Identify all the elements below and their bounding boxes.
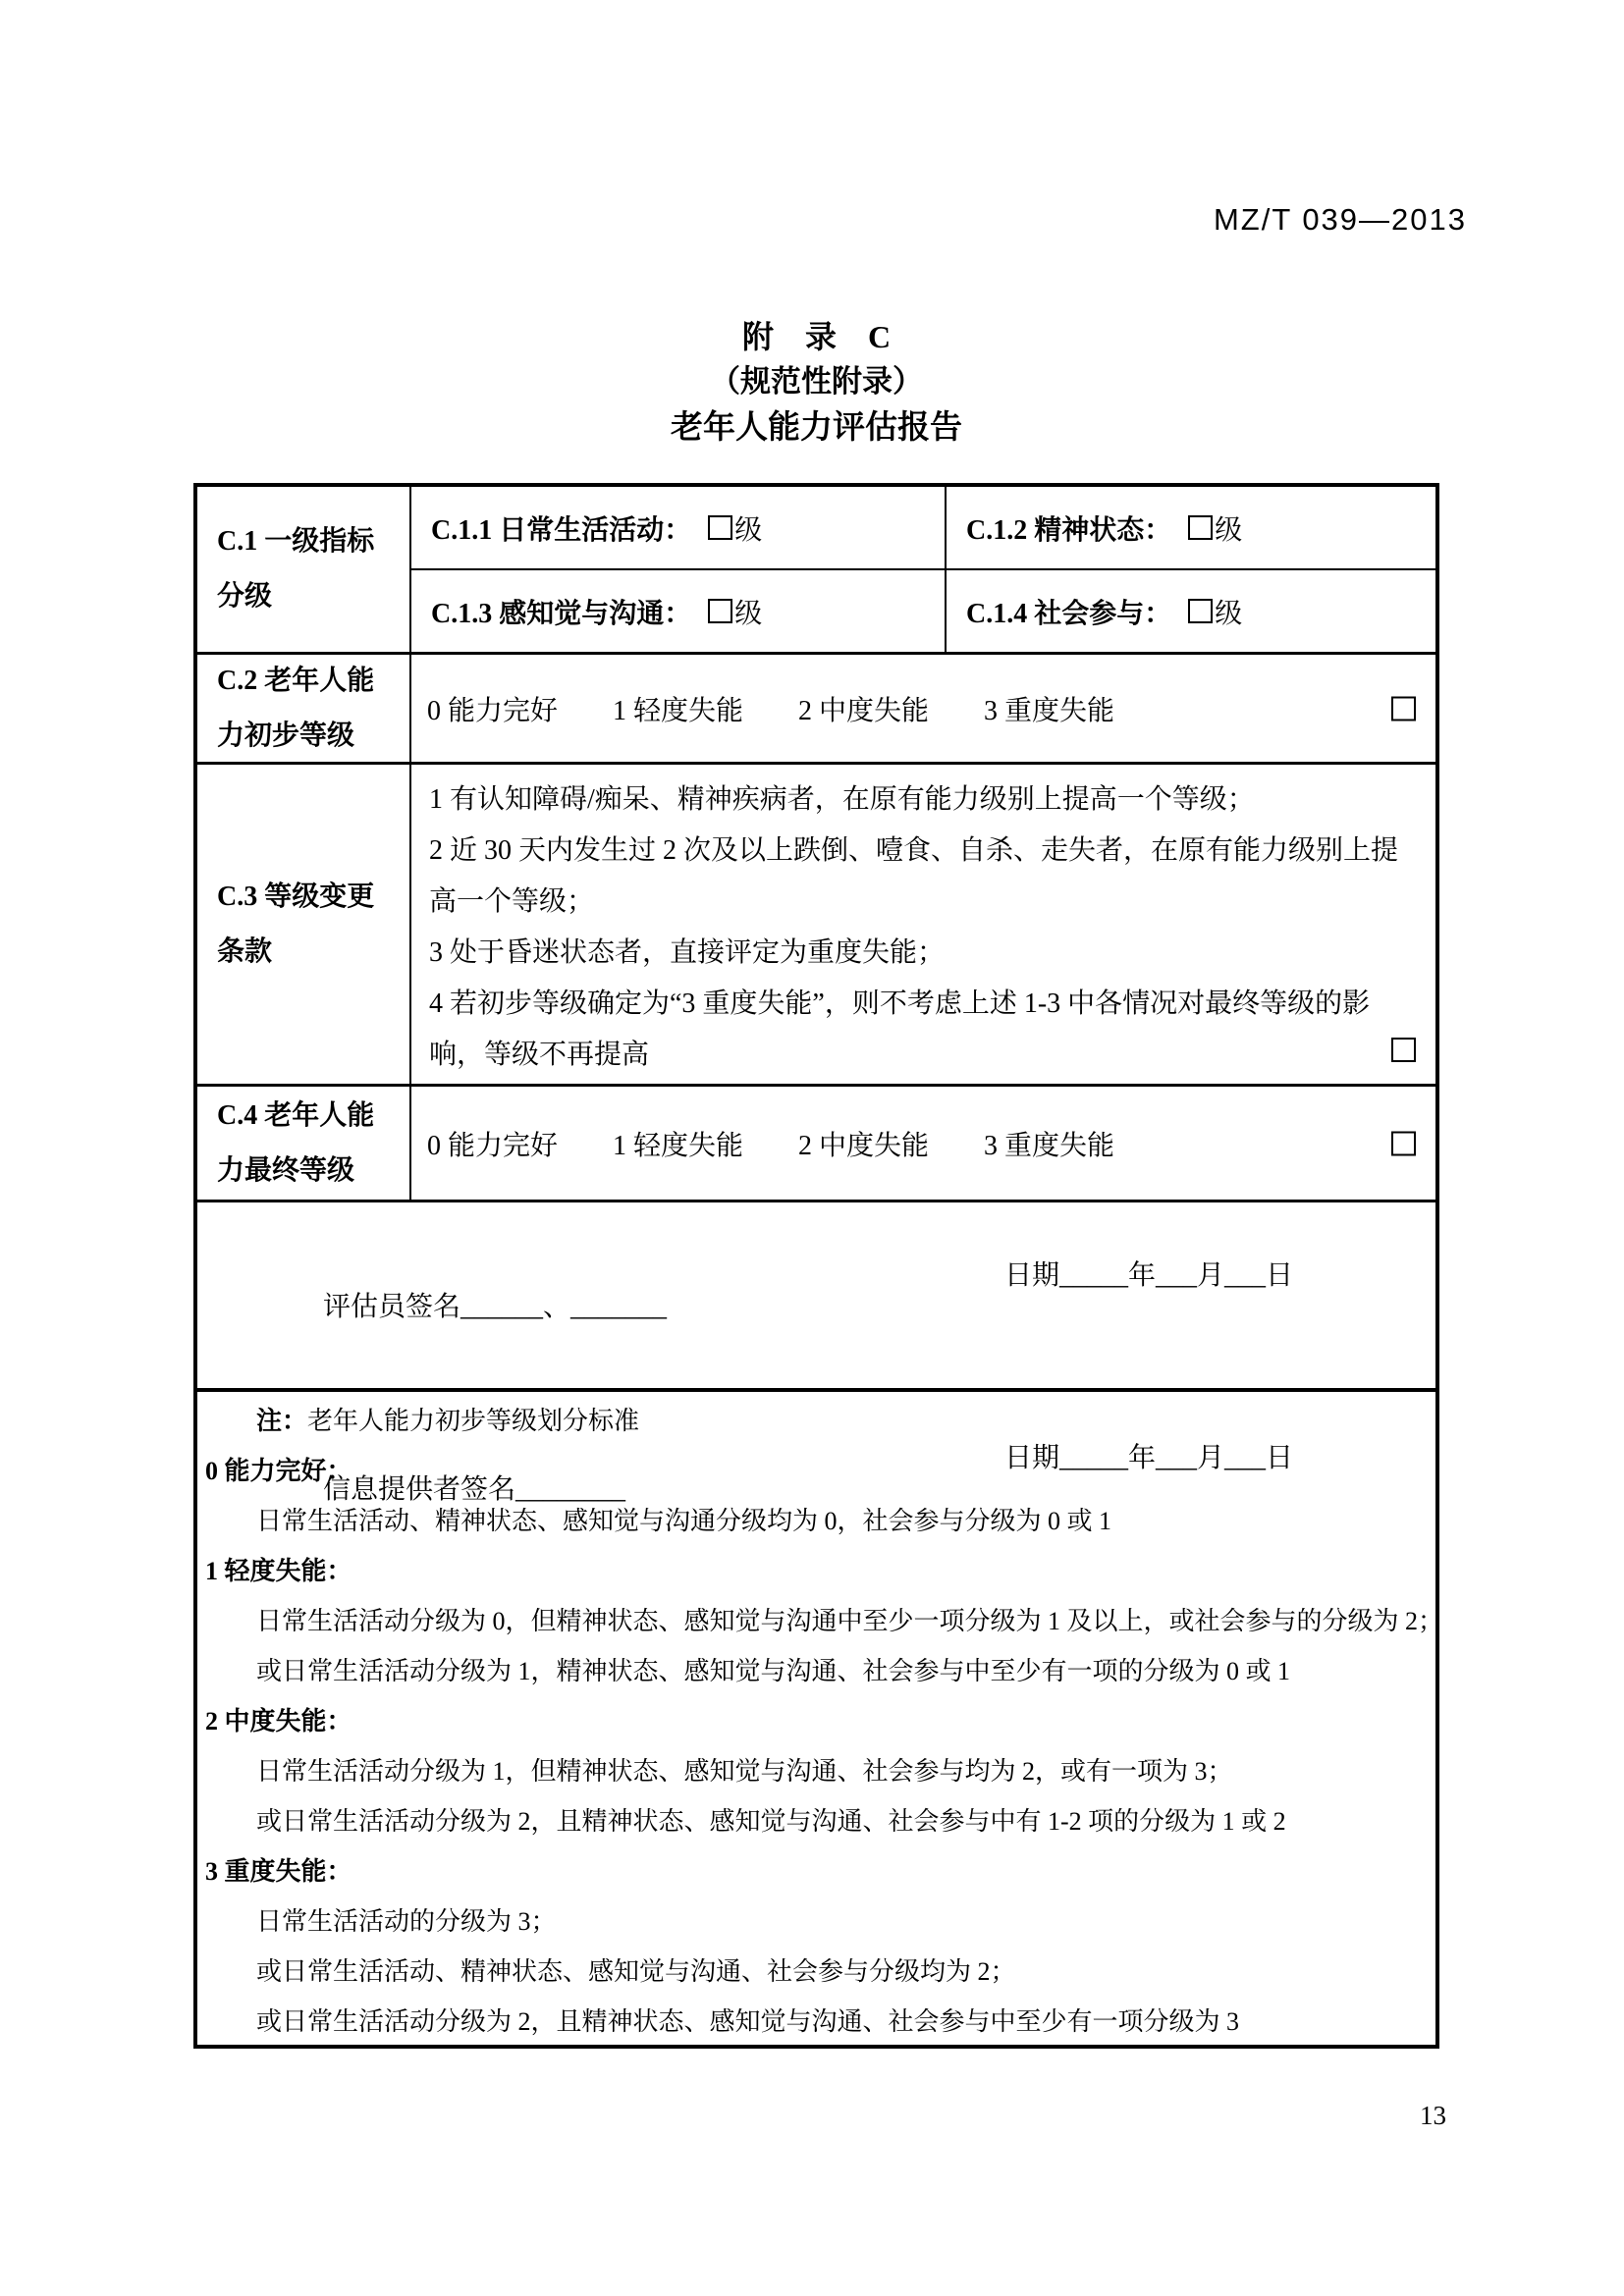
note-level2-line1: 日常生活活动分级为 1，但精神状态、感知觉与沟通、社会参与均为 2，或有一项为 3； [256, 1757, 1233, 1786]
c1-grid [411, 487, 1435, 652]
c1-4-grade-checkbox[interactable] [1188, 599, 1213, 623]
note-level0-line1: 日常生活活动、精神状态、感知觉与沟通分级均为 0，社会参与分级为 0 或 1 [256, 1507, 1112, 1535]
c2-grade-options: 0 能力完好 1 轻度失能 2 中度失能 3 重度失能 [427, 695, 1115, 726]
row-c4-final-grade [197, 1084, 1435, 1200]
title-block [193, 314, 1439, 452]
c4-grade-options: 0 能力完好 1 轻度失能 2 中度失能 3 重度失能 [427, 1130, 1115, 1161]
c2-row-label: C.2 老年人能力初步等级 [197, 655, 411, 762]
c1-2-unit: 级 [1215, 514, 1243, 546]
note-level3-heading: 3 重度失能： [205, 1857, 352, 1886]
note-level1-line1: 日常生活活动分级为 0，但精神状态、感知觉与沟通中至少一项分级为 1 及以上，或社会参与的分级为 2； [256, 1607, 1444, 1635]
c2-grade-checkbox[interactable] [1391, 696, 1416, 721]
c1-3-unit: 级 [734, 598, 763, 629]
c1-2-label: C.1.2 精神状态： [966, 514, 1179, 546]
c1-subrow-1 [411, 487, 1435, 570]
row-c1-primary-indicators [197, 487, 1435, 652]
notes-intro-line [197, 1396, 1435, 1446]
c3-row-label: C.3 等级变更条款 [197, 765, 411, 1084]
row-grading-notes [197, 1388, 1444, 2045]
c1-2-mental-state-cell [947, 487, 1435, 568]
c1-2-grade-checkbox[interactable] [1188, 515, 1213, 540]
c1-3-perception-communication-cell [411, 570, 947, 652]
c1-4-label: C.1.4 社会参与： [966, 598, 1179, 629]
note-level2-line2: 或日常生活活动分级为 2，且精神状态、感知觉与沟通、社会参与中有 1-2 项的分级为 1 或 2 [256, 1807, 1286, 1836]
c3-clause-3: 3 处于昏迷状态者，直接评定为重度失能； [429, 937, 946, 968]
c1-4-unit: 级 [1215, 598, 1243, 629]
assessment-report-table [193, 483, 1444, 2049]
assessor-date-field: 日期_____年___月___日 [1004, 1260, 1294, 1291]
c1-1-daily-living-cell [411, 487, 947, 568]
c4-row-label: C.4 老年人能力最终等级 [197, 1087, 411, 1200]
page-number: 13 [1420, 2101, 1446, 2130]
notes-intro-prefix: 注： [256, 1407, 308, 1435]
note-level3-line1: 日常生活活动的分级为 3； [256, 1907, 557, 1936]
note-level0-heading: 0 能力完好： [205, 1457, 352, 1485]
appendix-heading: 附 录 C [741, 319, 892, 354]
row-c3-grade-change-clauses [197, 762, 1435, 1084]
c1-1-grade-checkbox[interactable] [708, 515, 732, 540]
notes-intro-text: 老年人能力初步等级划分标准 [307, 1407, 640, 1435]
c4-options-cell [411, 1087, 1435, 1200]
c3-clause-4: 4 若初步等级确定为“3 重度失能”，则不考虑上述 1-3 中各情况对最终等级的影响，等级不再提高 [429, 988, 1371, 1070]
report-title: 老年人能力评估报告 [671, 410, 962, 446]
c4-grade-checkbox[interactable] [1391, 1131, 1416, 1155]
assessor-signature-label: 评估员签名______、_______ [323, 1292, 668, 1322]
informant-date-field: 日期_____年___月___日 [1004, 1443, 1294, 1473]
c3-clauses-cell [411, 765, 1435, 1084]
c1-3-grade-checkbox[interactable] [708, 599, 732, 623]
c3-clause-2: 2 近 30 天内发生过 2 次及以上跌倒、噎食、自杀、走失者，在原有能力级别上提高一个等级； [429, 835, 1399, 917]
note-level3-line3: 或日常生活活动分级为 2，且精神状态、感知觉与沟通、社会参与中至少有一项分级为 3 [256, 2007, 1240, 2036]
appendix-type: （规范性附录） [710, 364, 923, 399]
c1-3-label: C.1.3 感知觉与沟通： [431, 598, 699, 629]
note-level2-heading: 2 中度失能： [205, 1707, 352, 1735]
informant-signature-label: 信息提供者签名________ [323, 1474, 626, 1505]
c1-1-unit: 级 [734, 514, 763, 546]
c1-4-social-participation-cell [947, 570, 1435, 652]
c1-subrow-2 [411, 570, 1435, 652]
c2-options-cell [411, 655, 1435, 762]
note-level3-line2: 或日常生活活动、精神状态、感知觉与沟通、社会参与分级均为 2； [256, 1957, 1016, 1986]
c3-clause-1: 1 有认知障碍/痴呆、精神疾病者，在原有能力级别上提高一个等级； [429, 784, 1255, 815]
assessor-signature-line [197, 1254, 1435, 1387]
note-level1-heading: 1 轻度失能： [205, 1557, 352, 1585]
row-c2-preliminary-grade [197, 652, 1435, 762]
c1-row-label: C.1 一级指标分级 [197, 487, 411, 652]
c1-1-label: C.1.1 日常生活活动： [431, 514, 699, 546]
c3-clause-checkbox[interactable] [1391, 1038, 1416, 1062]
standard-number: MZ/T 039—2013 [1213, 202, 1467, 237]
note-level1-line2: 或日常生活活动分级为 1，精神状态、感知觉与沟通、社会参与中至少有一项的分级为 0 或 1 [256, 1657, 1291, 1685]
